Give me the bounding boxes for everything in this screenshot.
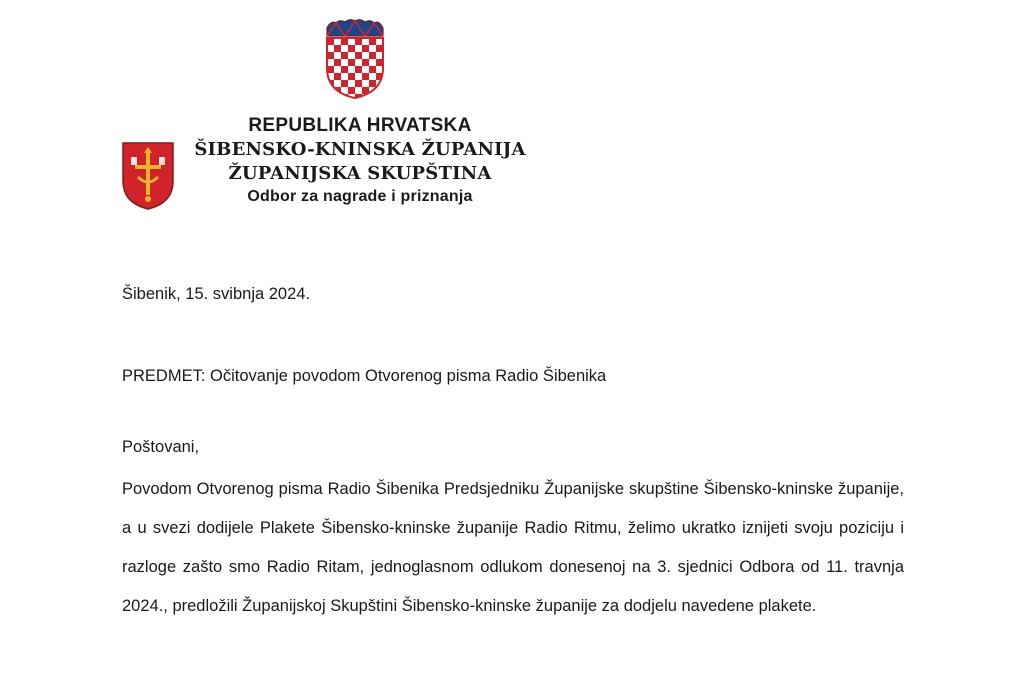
letter-subject: PREDMET: Očitovanje povodom Otvorenog pisma Radio Šibenika xyxy=(122,367,607,385)
letter-body: Povodom Otvorenog pisma Radio Šibenika Predsjedniku Županijske skupštine Šibensko-kninske županije, a u svezi dodijele Plakete Šibensko-kninske županije Radio Ritmu, želimo ukratko iznijeti svoju poziciju i razloge zašto smo Radio Ritam, jednoglasnom odlukom donesenoj na 3. sjednici Odbora od 11. travnja 2024., predložili Županijskoj Skupštini Šibensko-kninske županije za dodjelu navedene plakete. xyxy=(122,480,904,615)
header-republic: REPUBLIKA HRVATSKA xyxy=(248,115,472,136)
croatia-coat-of-arms xyxy=(323,18,387,100)
header-committee: Odbor za nagrade i priznanja xyxy=(247,188,473,205)
header-county: ŠIBENSKO-KNINSKA ŽUPANIJA xyxy=(194,139,526,160)
letter-date: Šibenik, 15. svibnja 2024. xyxy=(122,285,311,303)
letter-salutation: Poštovani, xyxy=(122,438,200,456)
header-assembly: ŽUPANIJSKA SKUPŠTINA xyxy=(228,163,492,184)
county-coat-of-arms xyxy=(121,141,175,211)
